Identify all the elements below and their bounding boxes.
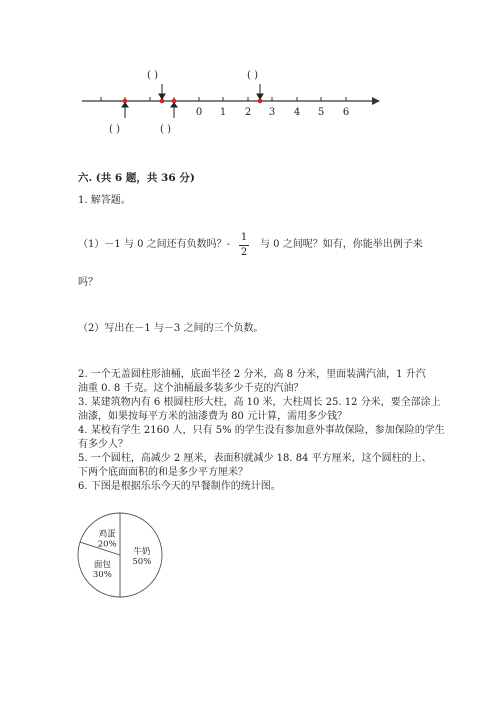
- question-1-part1-cont: 吗？: [78, 277, 98, 288]
- number-line-arrowhead: [372, 97, 380, 105]
- tick-label-0: 0: [195, 107, 203, 118]
- question-text-line: 油重 0. 8 千克。这个油桶最多装多少千克的汽油？: [78, 383, 304, 394]
- pie-label-percent: 50%: [132, 557, 152, 567]
- pie-label-category: 面包: [93, 559, 111, 570]
- tick-label-1: 1: [219, 107, 227, 118]
- number-line: [0, 0, 500, 160]
- question-text-line: 下两个底面面积的和是多少平方厘米？: [78, 467, 248, 478]
- tick-label-4: 4: [293, 107, 301, 118]
- tick-label-3: 3: [268, 107, 276, 118]
- down-arrow-left-head: [159, 94, 165, 99]
- fraction-denominator: 2: [240, 247, 248, 258]
- tick-label-5: 5: [317, 107, 325, 118]
- question-1-part1-pre: （1）－1 与 0 之间还有负数吗？-: [78, 239, 231, 250]
- question-text-line: 4. 某校有学生 2160 人，只有 5% 的学生没有参加意外事故保险，参加保险的学生: [78, 425, 445, 436]
- question-text-line: 2. 一个无盖圆柱形油桶，底面半径 2 分米，高 8 分米，里面装满汽油，1 升汽: [78, 369, 426, 380]
- pie-label-percent: 30%: [92, 569, 112, 580]
- up-arrow-right-head: [171, 103, 177, 107]
- down-arrow-right-head: [257, 94, 263, 99]
- question-text-line: 油漆，如果按每平方米的油漆费为 80 元计算，需用多少钱？: [78, 411, 348, 422]
- section-title: 六. (共 6 题，共 36 分): [78, 172, 195, 184]
- up-arrow-left-head: [122, 103, 128, 107]
- blank-bottom-left: ( ): [109, 124, 120, 135]
- fraction-numerator: 1: [240, 232, 248, 243]
- tick-label-2: 2: [244, 107, 252, 118]
- blank-bottom-right: ( ): [160, 124, 171, 135]
- question-text-line: 6. 下图是根据乐乐今天的早餐制作的统计图。: [78, 481, 281, 492]
- question-1-part2: （2）写出在－1 与－3 之间的三个负数。: [78, 323, 264, 334]
- pie-label-percent: 20%: [97, 539, 117, 550]
- blank-top-left: ( ): [147, 70, 158, 81]
- question-text-line: 3. 某建筑物内有 6 根圆柱形大柱，高 10 米，大柱周长 25. 12 分米，要全部涂上: [78, 397, 441, 408]
- question-text-line: 5. 一个圆柱，高减少 2 厘米，表面积就减少 18. 84 平方厘米，这个圆柱的上、: [78, 453, 432, 464]
- tick-label-6: 6: [342, 107, 350, 118]
- pie-label-category: 鸡蛋: [98, 529, 116, 540]
- pie-chart: [70, 505, 170, 605]
- blank-top-right: ( ): [247, 70, 258, 81]
- question-1-head: 1. 解答题。: [78, 195, 131, 206]
- question-1-part1-post: 与 0 之间呢？如有，你能举出例子来: [260, 239, 423, 250]
- fraction-bar: [239, 245, 249, 246]
- pie-label-category: 牛奶: [133, 547, 151, 557]
- tick-labels: [196, 107, 349, 118]
- question-text-line: 有多少人？: [78, 439, 128, 450]
